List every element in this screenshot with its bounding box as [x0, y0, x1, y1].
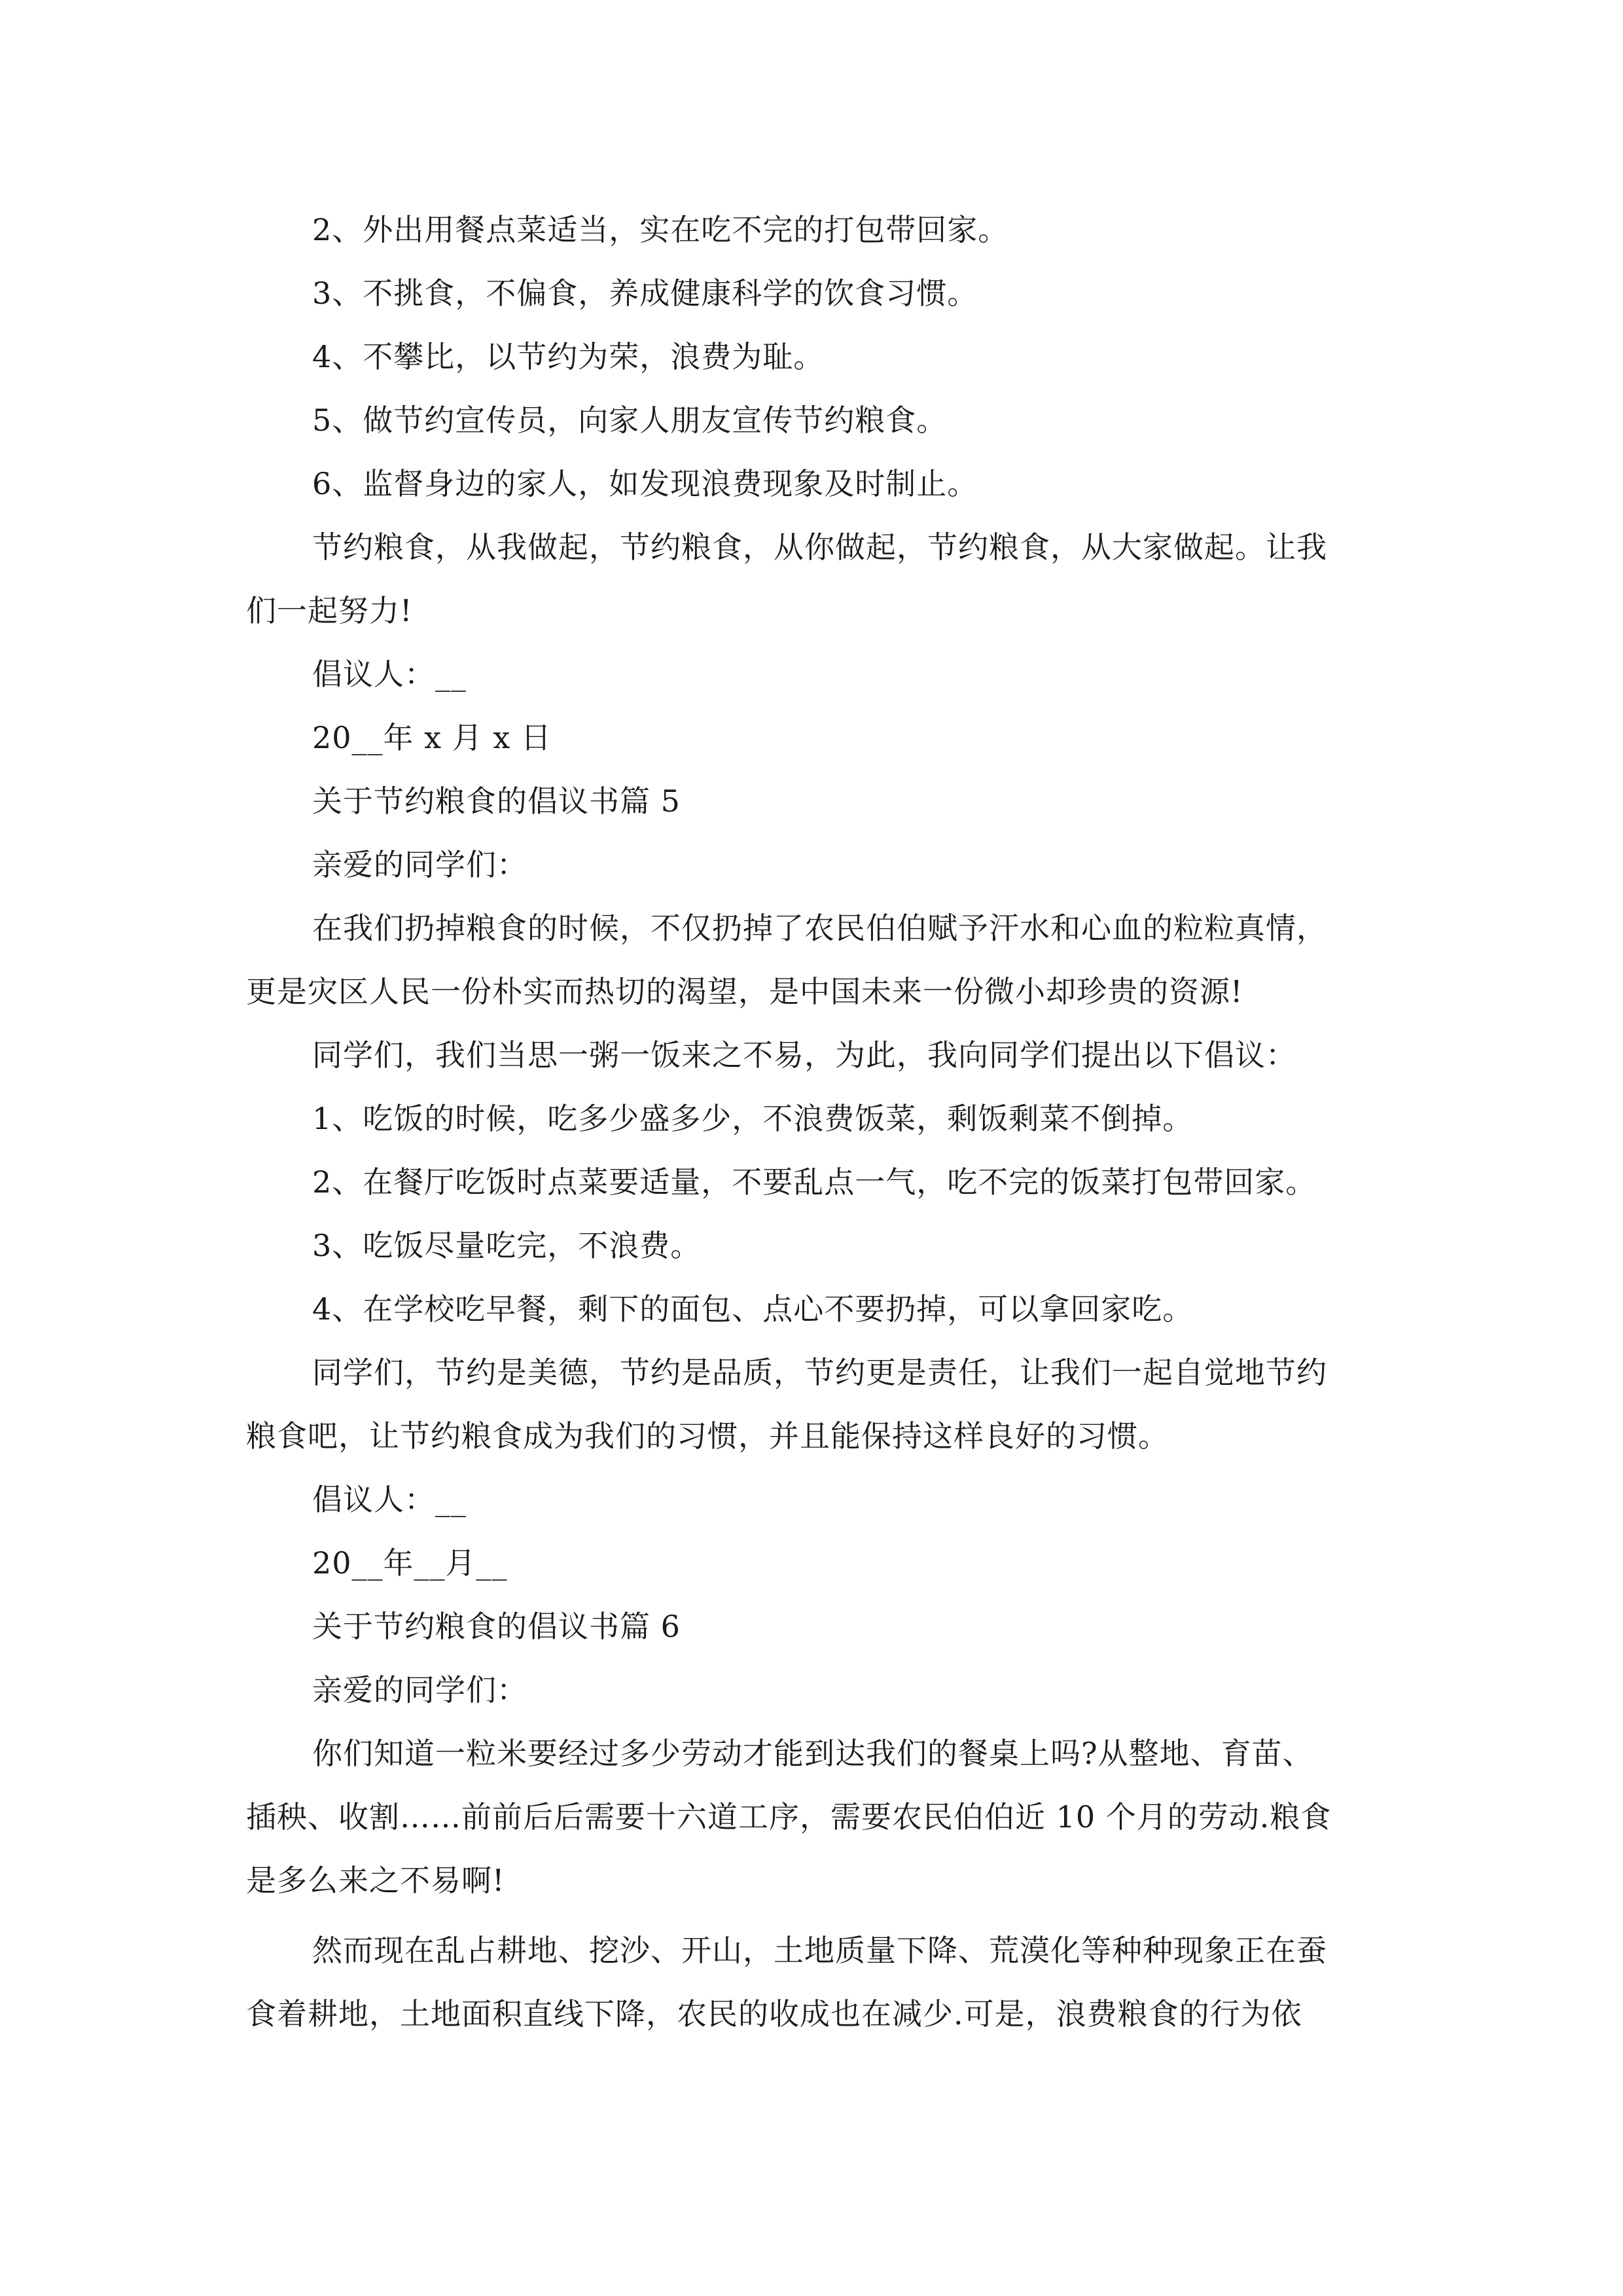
paragraph-line: 粮食吧，让节约粮食成为我们的习惯，并且能保持这样良好的习惯。: [246, 1418, 1169, 1454]
salutation: 亲爱的同学们：: [312, 847, 527, 882]
list-item: 4、在学校吃早餐，剩下的面包、点心不要扔掉，可以拿回家吃。: [312, 1291, 1194, 1327]
paragraph-line: 食着耕地，土地面积直线下降，农民的收成也在减少.可是，浪费粮食的行为依: [246, 1996, 1302, 2032]
list-item: 2、在餐厅吃饭时点菜要适量，不要乱点一气，吃不完的饭菜打包带回家。: [312, 1164, 1317, 1200]
paragraph-line: 然而现在乱占耕地、挖沙、开山，土地质量下降、荒漠化等种种现象正在蚕: [312, 1933, 1327, 1968]
paragraph-line: 插秧、收割……前前后后需要十六道工序，需要农民伯伯近 10 个月的劳动.粮食: [246, 1799, 1332, 1835]
paragraph-line: 同学们，我们当思一粥一饭来之不易，为此，我向同学们提出以下倡议：: [312, 1037, 1296, 1073]
section-heading: 关于节约粮食的倡议书篇 5: [312, 783, 681, 819]
list-item: 6、监督身边的家人，如发现浪费现象及时制止。: [312, 466, 978, 501]
paragraph-line: 是多么来之不易啊!: [246, 1863, 505, 1898]
paragraph-line: 同学们，节约是美德，节约是品质，节约更是责任，让我们一起自觉地节约: [312, 1355, 1327, 1390]
list-item: 5、做节约宣传员，向家人朋友宣传节约粮食。: [312, 403, 948, 438]
list-item: 3、不挑食，不偏食，养成健康科学的饮食习惯。: [312, 276, 978, 311]
paragraph-line: 在我们扔掉粮食的时候，不仅扔掉了农民伯伯赋予汗水和心血的粒粒真情，: [312, 910, 1327, 946]
signature-line: 倡议人：__: [312, 1482, 467, 1517]
date-line: 20__年__月__: [312, 1545, 508, 1581]
list-item: 3、吃饭尽量吃完，不浪费。: [312, 1228, 702, 1263]
salutation: 亲爱的同学们：: [312, 1672, 527, 1708]
paragraph-line: 更是灾区人民一份朴实而热切的渴望，是中国未来一份微小却珍贵的资源!: [246, 974, 1243, 1009]
list-item: 1、吃饭的时候，吃多少盛多少，不浪费饭菜，剩饭剩菜不倒掉。: [312, 1101, 1194, 1136]
paragraph-line: 节约粮食，从我做起，节约粮食，从你做起，节约粮食，从大家做起。让我: [312, 529, 1327, 565]
paragraph-line: 你们知道一粒米要经过多少劳动才能到达我们的餐桌上吗?从整地、育苗、: [312, 1736, 1313, 1771]
list-item: 2、外出用餐点菜适当，实在吃不完的打包带回家。: [312, 212, 1009, 247]
paragraph-line: 们一起努力!: [246, 593, 413, 628]
date-line: 20__年 x 月 x 日: [312, 720, 552, 755]
list-item: 4、不攀比，以节约为荣，浪费为耻。: [312, 339, 825, 374]
signature-line: 倡议人：__: [312, 656, 467, 692]
section-heading: 关于节约粮食的倡议书篇 6: [312, 1609, 681, 1644]
